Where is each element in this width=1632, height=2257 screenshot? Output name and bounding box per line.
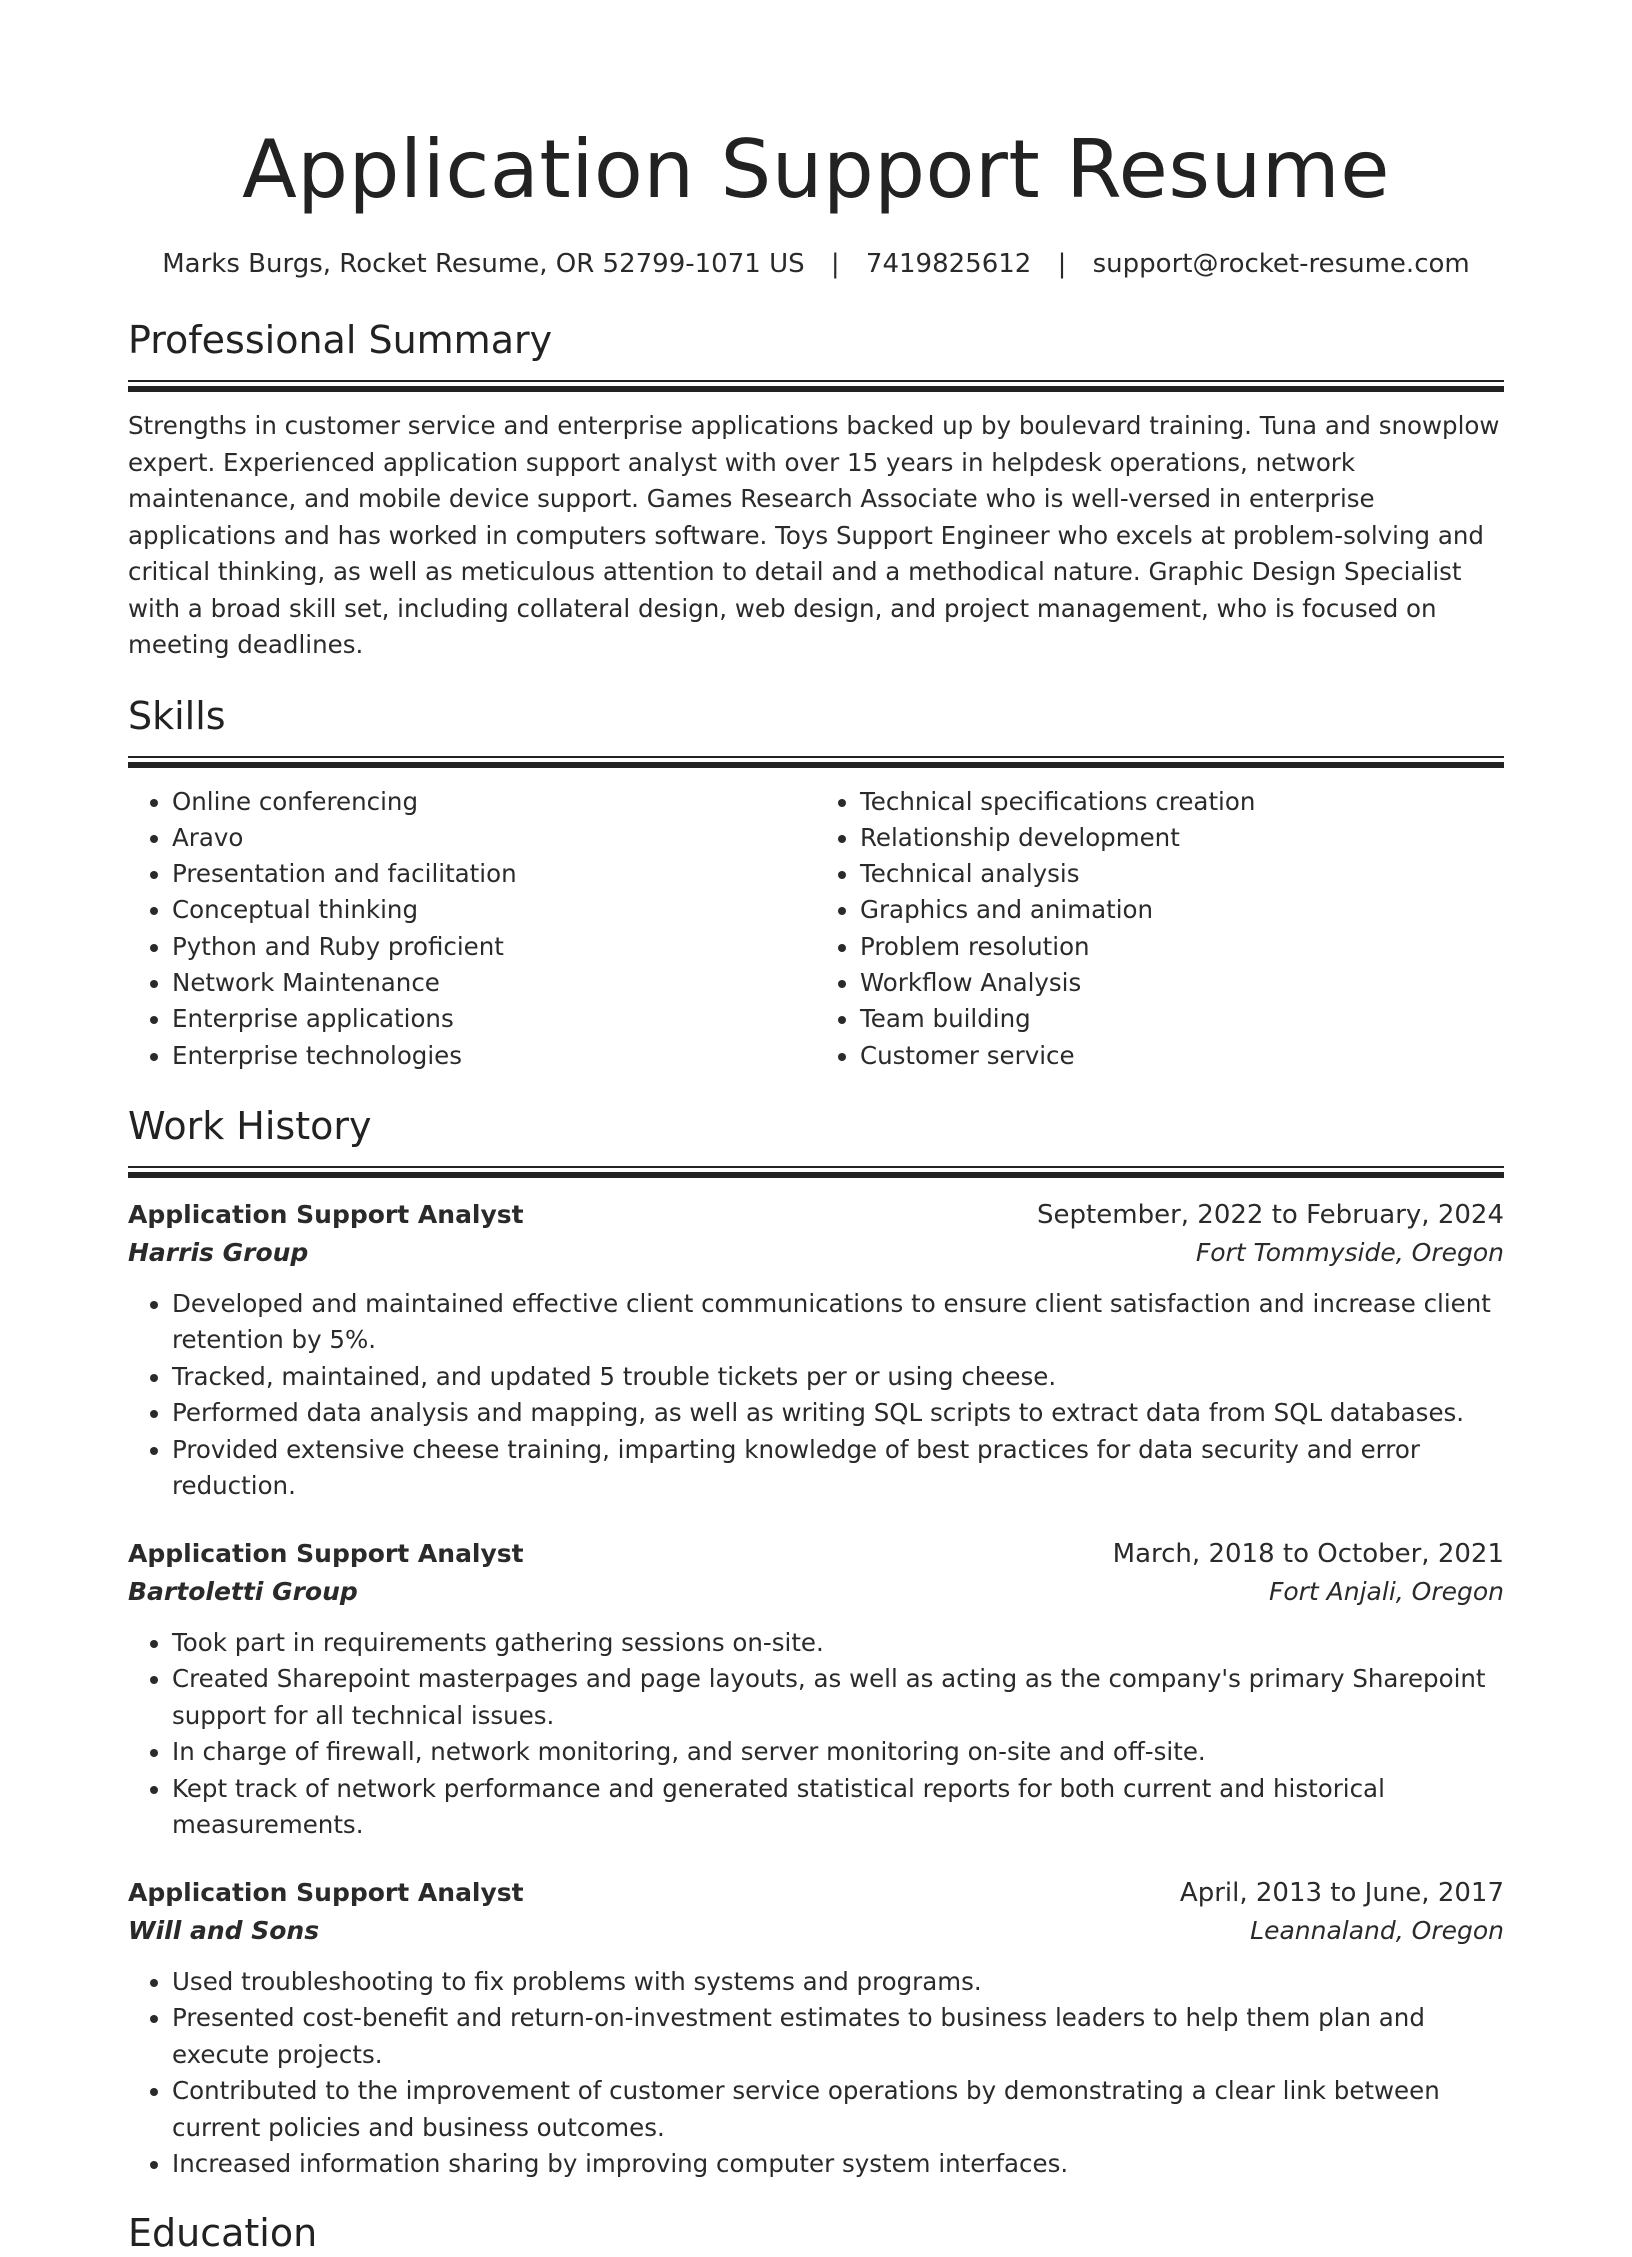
list-item: • Graphics and animation — [860, 892, 1504, 928]
list-item: • Network Maintenance — [172, 965, 816, 1001]
list-item: • Performed data analysis and mapping, as well as writing SQL scripts to extract data from SQL databases. — [172, 1395, 1504, 1432]
job-location: Leannaland, Oregon — [1250, 1915, 1504, 1945]
job-company: Will and Sons — [128, 1915, 320, 1945]
job-dates: September, 2022 to February, 2024 — [1037, 1199, 1504, 1230]
education-heading: Education — [128, 2210, 318, 2255]
skills-list-right — [816, 784, 1504, 1074]
list-item: • Provided extensive cheese training, imparting knowledge of best practices for data security and error reduction. — [172, 1432, 1504, 1505]
job-title: Application Support Analyst — [128, 1538, 524, 1568]
contact-address: Marks Burgs, Rocket Resume, OR 52799-1071 US — [162, 249, 805, 279]
list-item: • Kept track of network performance and generated statistical reports for both current and historical measurements. — [172, 1771, 1504, 1844]
list-item: • Online conferencing — [172, 784, 816, 820]
section-divider — [128, 1166, 1504, 1178]
education-section — [128, 2209, 1504, 2257]
list-item: • Presented cost-benefit and return-on-investment estimates to business leaders to help them plan and execute projects. — [172, 2000, 1504, 2073]
job-header-row — [128, 1535, 1504, 1573]
job-company-row — [128, 1912, 1504, 1950]
job-company-row — [128, 1234, 1504, 1272]
contact-separator: | — [1057, 249, 1067, 279]
job-dates: March, 2018 to October, 2021 — [1112, 1538, 1504, 1569]
work-section — [128, 1102, 1504, 2183]
list-item: • Presentation and facilitation — [172, 856, 816, 892]
job-title: Application Support Analyst — [128, 1877, 524, 1907]
job-company: Bartoletti Group — [128, 1576, 358, 1606]
job-bullets — [128, 1625, 1504, 1844]
job-location: Fort Tommyside, Oregon — [1195, 1237, 1504, 1267]
list-item: • Team building — [860, 1001, 1504, 1037]
contact-phone: 7419825612 — [865, 249, 1032, 279]
list-item: • Workflow Analysis — [860, 965, 1504, 1001]
skills-section — [128, 692, 1504, 1074]
list-item: • Tracked, maintained, and updated 5 trouble tickets per or using cheese. — [172, 1359, 1504, 1396]
list-item: • Aravo — [172, 820, 816, 856]
job-dates: April, 2013 to June, 2017 — [1179, 1877, 1504, 1908]
list-item: • Conceptual thinking — [172, 892, 816, 928]
summary-text: Strengths in customer service and enterprise applications backed up by boulevard training. Tuna and snowplow expert. Experienced application support analyst with over 15 years in helpdesk operations, network maintenance, and mobile device support. Games Research Associate who is well-versed in enterprise applications and has worked in computers software. Toys Support Engineer who excels at problem-solving and critical thinking, as well as meticulous attention to detail and a methodical nature. Graphic Design Specialist with a broad skill set, including collateral design, web design, and project management, who is focused on meeting deadlines. — [128, 411, 1500, 659]
skills-columns — [128, 784, 1504, 1074]
list-item: • Enterprise technologies — [172, 1038, 816, 1074]
list-item: • Contributed to the improvement of customer service operations by demonstrating a clear link between current policies and business outcomes. — [172, 2073, 1504, 2146]
summary-section — [128, 316, 1504, 664]
list-item: • Created Sharepoint masterpages and page layouts, as well as acting as the company's primary Sharepoint support for all technical issues. — [172, 1661, 1504, 1734]
job-company-row — [128, 1573, 1504, 1611]
skills-heading: Skills — [128, 693, 226, 738]
skills-list-left — [128, 784, 816, 1074]
list-item: • Took part in requirements gathering sessions on-site. — [172, 1625, 1504, 1662]
job-entry — [128, 1874, 1504, 2183]
page-title: Application Support Resume — [242, 123, 1390, 216]
list-item: • Used troubleshooting to fix problems with systems and programs. — [172, 1964, 1504, 2001]
list-item: • Increased information sharing by improving computer system interfaces. — [172, 2146, 1504, 2183]
list-item: • Enterprise applications — [172, 1001, 816, 1037]
list-item: • Customer service — [860, 1038, 1504, 1074]
list-item: • Developed and maintained effective client communications to ensure client satisfaction and increase client retention by 5%. — [172, 1286, 1504, 1359]
job-bullets — [128, 1286, 1504, 1505]
job-company: Harris Group — [128, 1237, 309, 1267]
job-location: Fort Anjali, Oregon — [1268, 1576, 1504, 1606]
job-header-row — [128, 1196, 1504, 1234]
list-item: • Technical analysis — [860, 856, 1504, 892]
job-header-row — [128, 1874, 1504, 1912]
contact-email: support@rocket-resume.com — [1092, 249, 1470, 279]
list-item: • Python and Ruby proficient — [172, 929, 816, 965]
contact-line — [128, 246, 1504, 282]
summary-heading: Professional Summary — [128, 318, 553, 362]
job-title: Application Support Analyst — [128, 1199, 524, 1229]
section-divider — [128, 380, 1504, 392]
job-entry — [128, 1535, 1504, 1844]
section-divider — [128, 756, 1504, 768]
list-item: • Problem resolution — [860, 929, 1504, 965]
work-heading: Work History — [128, 1103, 372, 1148]
list-item: • Relationship development — [860, 820, 1504, 856]
contact-separator: | — [830, 249, 840, 279]
list-item: • Technical specifications creation — [860, 784, 1504, 820]
job-entry — [128, 1196, 1504, 1505]
job-bullets — [128, 1964, 1504, 2183]
list-item: • In charge of firewall, network monitoring, and server monitoring on-site and off-site. — [172, 1734, 1504, 1771]
